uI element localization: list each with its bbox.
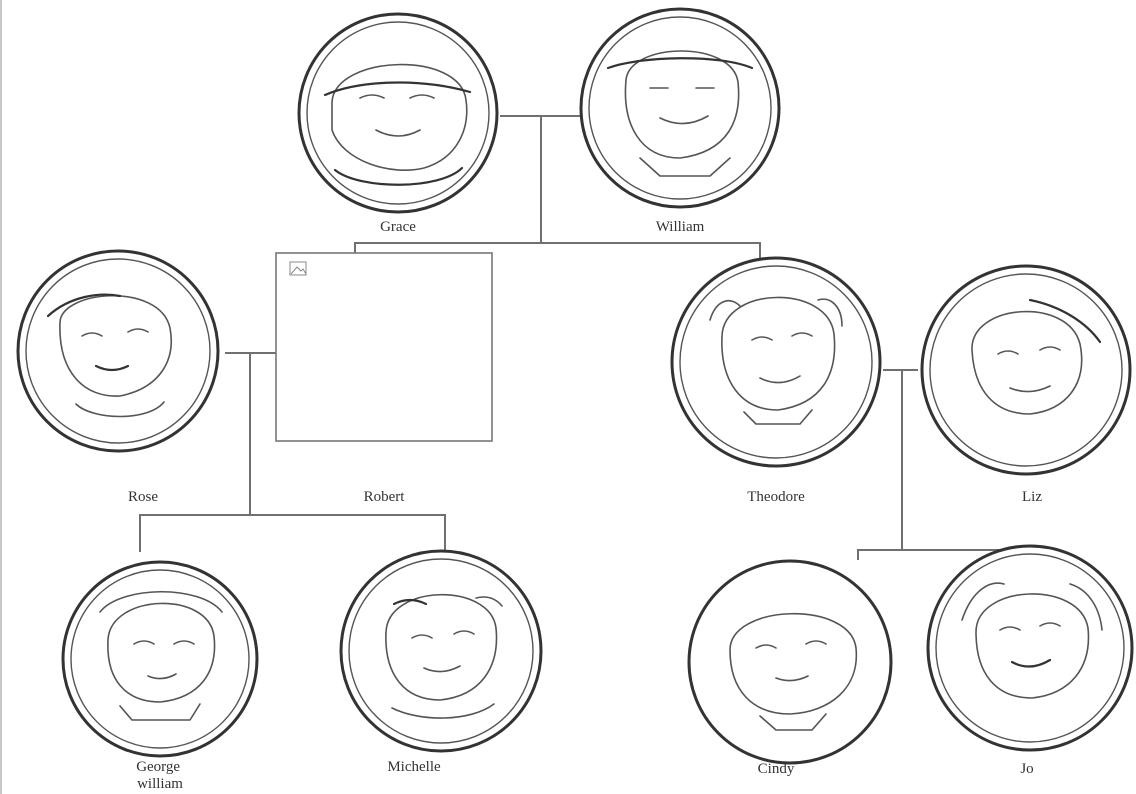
name-jo: Jo: [1020, 761, 1034, 777]
person-liz[interactable]: [922, 266, 1130, 505]
person-michelle[interactable]: [341, 551, 541, 775]
jo-portrait: [928, 546, 1132, 750]
name-liz: Liz: [1022, 489, 1042, 505]
theodore-portrait: [672, 258, 880, 466]
person-grace[interactable]: [299, 14, 497, 235]
william-portrait: [581, 9, 779, 207]
name-george-william-line-1: George: [136, 759, 181, 775]
person-william[interactable]: [581, 9, 779, 235]
name-theodore: Theodore: [747, 489, 805, 505]
person-rose[interactable]: [18, 251, 218, 505]
liz-portrait: [922, 266, 1130, 474]
grace-portrait: [299, 14, 497, 212]
name-michelle: Michelle: [387, 759, 441, 775]
cindy-portrait: [689, 561, 891, 763]
person-cindy[interactable]: [689, 561, 891, 777]
name-george-william-line-2: william: [137, 776, 183, 792]
rose-portrait: [18, 251, 218, 451]
name-robert: Robert: [363, 489, 405, 505]
name-william: William: [655, 219, 705, 235]
name-george-william: [136, 759, 184, 792]
person-jo[interactable]: [928, 546, 1132, 777]
name-grace: Grace: [380, 219, 416, 235]
person-theodore[interactable]: [672, 258, 880, 505]
robert-photo-placeholder: [276, 253, 492, 441]
michelle-portrait: [341, 551, 541, 751]
george-william-portrait: [63, 562, 257, 756]
name-cindy: Cindy: [757, 761, 795, 777]
name-rose: Rose: [128, 489, 158, 505]
person-robert[interactable]: [276, 253, 492, 505]
person-george-william[interactable]: [63, 562, 257, 792]
